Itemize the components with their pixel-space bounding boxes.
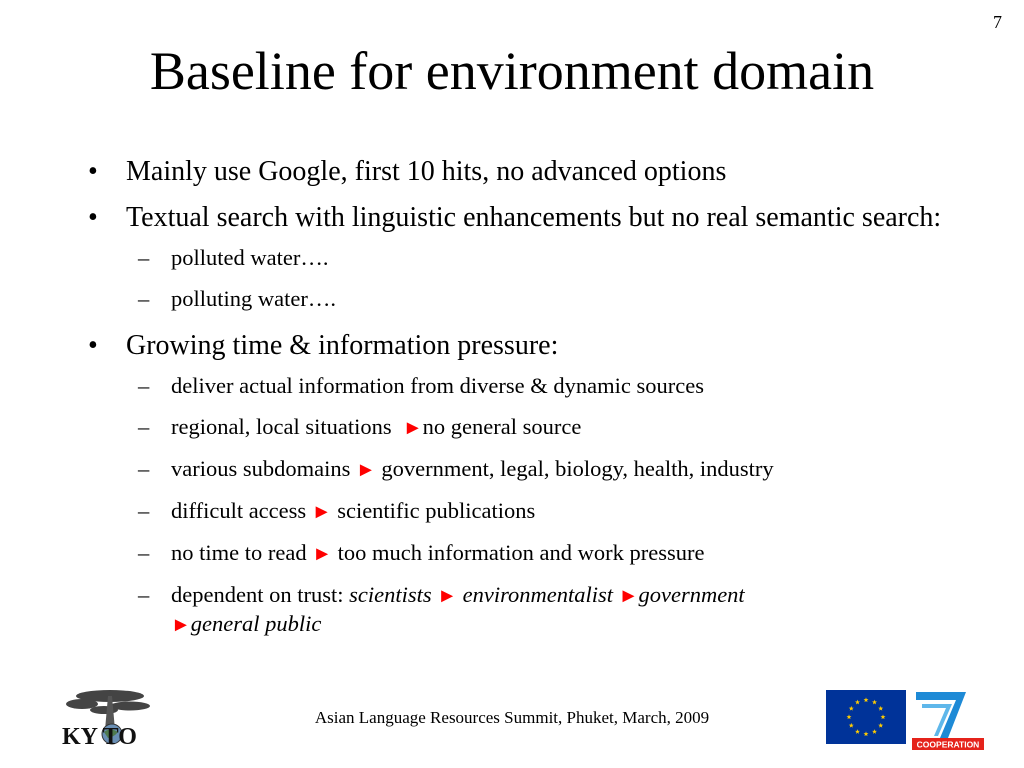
- sub-bullet-text: regional, local situations: [171, 414, 392, 439]
- slide-title: Baseline for environment domain: [149, 41, 875, 101]
- bullet-item: [88, 198, 968, 238]
- bullet-text: Textual search with linguistic enhancements but no real semantic search:: [126, 202, 942, 233]
- arrow-icon: ►: [312, 543, 333, 565]
- sub-bullet-text: too much information and work pressure: [337, 540, 705, 565]
- kyoto-logo: [60, 682, 160, 754]
- sub-bullet-item: [88, 581, 968, 639]
- slide-content: [88, 152, 968, 652]
- dash-icon: –: [138, 582, 150, 607]
- fp7-cooperation-logo: [908, 690, 988, 752]
- bullet-item: [88, 152, 968, 192]
- sub-bullet-text: no time to read: [171, 540, 307, 565]
- dash-icon: –: [138, 414, 150, 439]
- arrow-icon: ►: [402, 417, 423, 439]
- arrow-icon: ►: [311, 501, 332, 523]
- slide-number: 7: [993, 12, 1002, 32]
- dash-icon: –: [138, 373, 150, 398]
- footer-text: Asian Language Resources Summit, Phuket, March, 2009: [314, 708, 710, 727]
- sub-bullet-item: [88, 413, 968, 442]
- fp7-label: COOPERATION: [916, 739, 980, 750]
- sub-bullet-text: environmentalist: [462, 582, 614, 607]
- sub-bullet-item: [88, 455, 968, 484]
- arrow-icon: ►: [171, 614, 191, 636]
- sub-bullet-text: polluting water….: [171, 286, 336, 311]
- dash-icon: –: [138, 540, 150, 565]
- dash-icon: –: [138, 245, 150, 270]
- bullet-item: [88, 326, 968, 366]
- dash-icon: –: [138, 498, 150, 523]
- sub-bullet-item: [88, 497, 968, 526]
- sub-bullet-text: various subdomains: [171, 456, 351, 481]
- dash-icon: –: [138, 456, 150, 481]
- bullet-icon: •: [88, 330, 98, 361]
- sub-bullet-item: [88, 285, 968, 313]
- sub-bullet-item: [88, 372, 968, 400]
- sub-bullet-text: government: [638, 582, 745, 607]
- sub-bullet-text: scientists: [349, 582, 432, 607]
- sub-bullet-item: [88, 244, 968, 272]
- bullet-text: Growing time & information pressure:: [126, 330, 559, 361]
- sub-bullet-text: no general source: [422, 414, 582, 439]
- sub-bullet-text: general public: [190, 611, 322, 636]
- eu-flag-logo: [826, 690, 906, 744]
- sub-bullet-text: dependent on trust:: [171, 582, 344, 607]
- arrow-icon: ►: [618, 585, 639, 607]
- sub-bullet-text: scientific publications: [337, 498, 536, 523]
- sub-bullet-text: polluted water….: [171, 245, 329, 270]
- sub-bullet-text: government, legal, biology, health, industry: [381, 456, 774, 481]
- sub-bullet-item: [88, 539, 968, 568]
- bullet-text: Mainly use Google, first 10 hits, no advanced options: [126, 156, 727, 187]
- bullet-icon: •: [88, 202, 98, 233]
- kyoto-logo-text: KY TO: [62, 724, 137, 750]
- dash-icon: –: [138, 286, 150, 311]
- arrow-icon: ►: [356, 459, 376, 481]
- bullet-icon: •: [88, 156, 98, 187]
- arrow-icon: ►: [437, 585, 458, 607]
- sub-bullet-text: deliver actual information from diverse & dynamic sources: [171, 373, 704, 398]
- sub-bullet-text: difficult access: [171, 498, 307, 523]
